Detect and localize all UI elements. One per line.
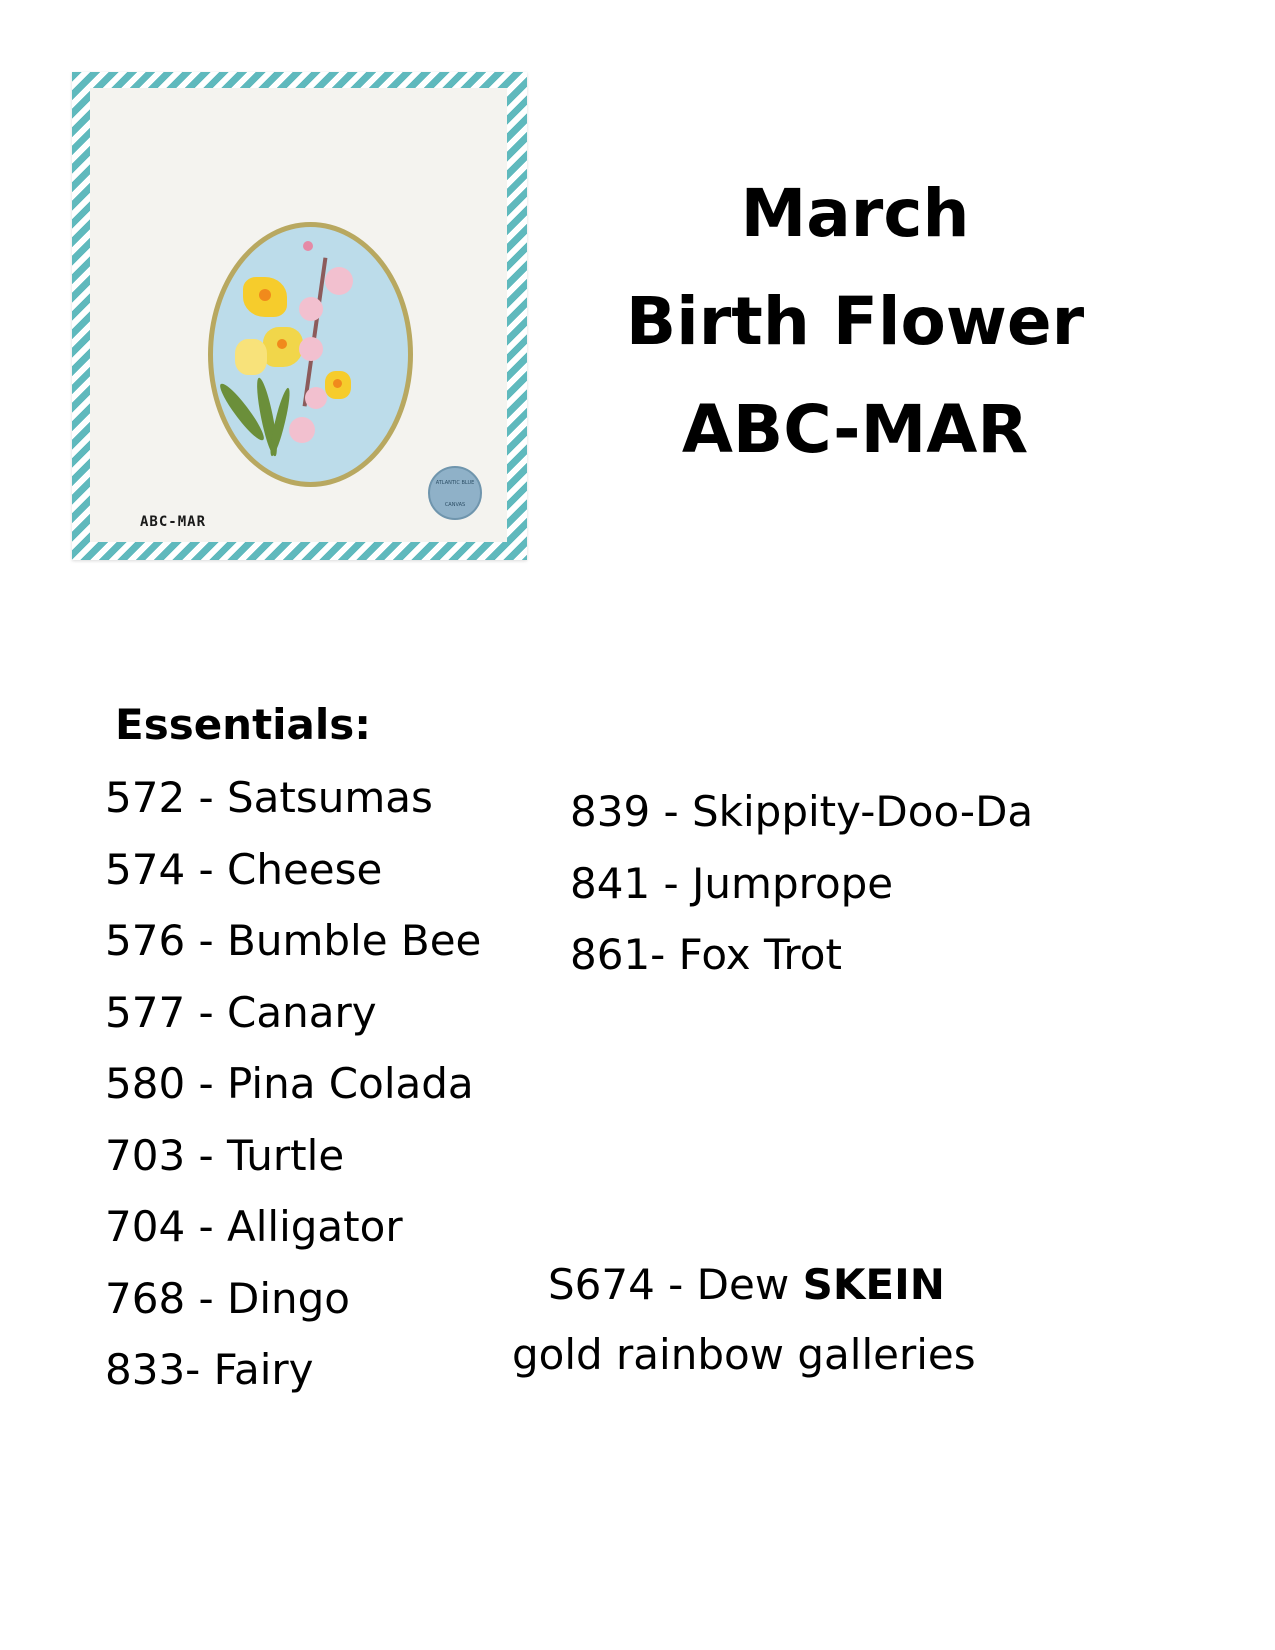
title-month: March [740,175,970,252]
blossom-flower [305,387,327,409]
daffodil-center [333,379,342,388]
list-item: 576 - Bumble Bee [105,916,482,965]
list-item: 839 - Skippity-Doo-Da [570,787,1034,836]
blossom-flower [325,267,353,295]
list-item: 703 - Turtle [105,1130,345,1180]
list-item: 861- Fox Trot [570,930,842,979]
daffodil-center [277,339,287,349]
list-item: 580 - Pina Colada [105,1059,474,1108]
thread-list-right [570,776,1033,991]
canvas-code-label: ABC-MAR [140,514,207,530]
list-item: 841 - Jumprope [570,858,894,908]
blossom-flower [299,337,323,361]
daffodil-center [259,289,271,301]
product-title [560,160,1150,484]
gold-thread-line: gold rainbow galleries [512,1330,976,1379]
blossom-flower [299,297,323,321]
essentials-heading: Essentials: [115,700,372,749]
title-code: ABC-MAR [681,391,1029,468]
list-item: 704 - Alligator [105,1202,403,1251]
blossom-bud [303,241,313,251]
blossom-branch [303,257,328,406]
canvas-mesh [90,88,507,542]
skein-code: S674 - Dew [548,1260,803,1309]
list-item: 768 - Dingo [105,1273,351,1323]
list-item: 574 - Cheese [105,844,383,894]
seal-text-top: ATLANTIC BLUE [435,480,475,486]
list-item: 572 - Satsumas [105,773,433,822]
skein-label: SKEIN [802,1260,945,1309]
brand-seal-logo [428,466,482,520]
list-item: 833- Fairy [105,1345,314,1394]
title-subject: Birth Flower [625,283,1085,360]
needlepoint-canvas-image [72,72,527,560]
blossom-flower [289,417,315,443]
flower-oval [208,222,413,487]
seal-text-bottom: CANVAS [444,502,466,508]
list-item: 577 - Canary [105,987,377,1037]
skein-line [548,1260,945,1309]
daffodil-flower [235,339,267,375]
thread-list-left [105,762,481,1406]
